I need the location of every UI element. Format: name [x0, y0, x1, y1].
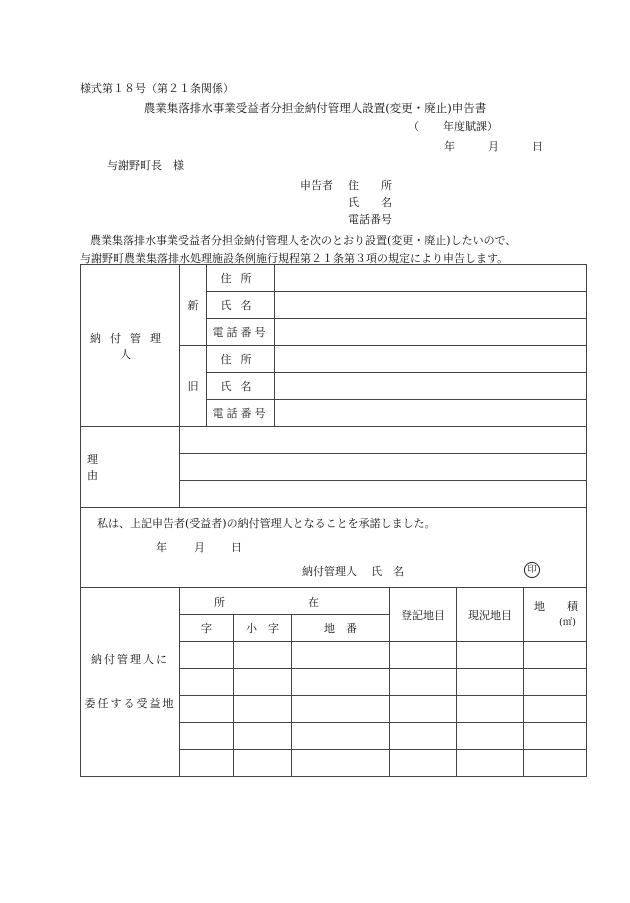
consent-name-label: 氏 名 — [371, 565, 404, 578]
applicant-address-label: 住 所 — [348, 179, 392, 192]
land-koaza-cell[interactable] — [234, 642, 292, 669]
applicant-block — [300, 177, 500, 227]
new-phone-field[interactable] — [275, 319, 587, 346]
area-unit: (㎡) — [559, 617, 576, 628]
aza-header: 字 — [180, 615, 234, 642]
manager-label: 納付管理人 — [81, 265, 180, 427]
land-koaza-cell[interactable] — [234, 750, 292, 777]
intro-line-1: 農業集落排水事業受益者分担金納付管理人を次のとおり設置(変更・廃止)したいので、 — [90, 234, 517, 247]
land-koaza-cell[interactable] — [234, 669, 292, 696]
chiban-header: 地 番 — [292, 615, 390, 642]
reason-line-2[interactable] — [180, 454, 587, 481]
land-label-line-2: 委任する受益地 — [84, 697, 176, 710]
reason-line-3[interactable] — [180, 481, 587, 508]
application-form-table — [80, 264, 587, 777]
land-koaza-cell[interactable] — [234, 696, 292, 723]
fiscal-open: （ — [408, 120, 419, 133]
land-registered-cell[interactable] — [390, 669, 457, 696]
new-address-field[interactable] — [275, 265, 587, 292]
applicant-phone-label: 電話番号 — [348, 213, 392, 226]
current-category-header: 現況地目 — [457, 588, 524, 642]
applicant-label: 申告者 — [300, 179, 333, 192]
application-date — [444, 138, 543, 154]
land-registered-cell[interactable] — [390, 750, 457, 777]
land-chiban-cell[interactable] — [292, 750, 390, 777]
new-label: 新 — [180, 265, 207, 346]
seal-icon: 印 — [524, 562, 540, 578]
land-registered-cell[interactable] — [390, 723, 457, 750]
new-address-label: 住所 — [207, 265, 275, 292]
new-phone-label: 電話番号 — [207, 319, 275, 346]
land-aza-cell[interactable] — [180, 723, 234, 750]
land-chiban-cell[interactable] — [292, 642, 390, 669]
consent-month: 月 — [194, 541, 205, 554]
form-number: 様式第１８号（第２１条関係） — [80, 82, 234, 95]
location-header — [180, 588, 390, 615]
land-current-cell[interactable] — [457, 669, 524, 696]
land-label-line-1: 納付管理人に — [91, 653, 169, 666]
area-header — [524, 588, 587, 642]
land-koaza-cell[interactable] — [234, 723, 292, 750]
land-area-cell[interactable] — [524, 723, 587, 750]
new-name-label: 氏名 — [207, 292, 275, 319]
land-area-cell[interactable] — [524, 642, 587, 669]
date-year: 年 — [444, 140, 455, 153]
consent-text: 私は、上記申告者(受益者)の納付管理人となることを承諾しました。 — [97, 517, 436, 530]
applicant-name-label: 氏 名 — [348, 196, 392, 209]
land-aza-cell[interactable] — [180, 696, 234, 723]
old-phone-label: 電話番号 — [207, 400, 275, 427]
location-label-1: 所 — [214, 596, 225, 609]
consent-section — [81, 508, 587, 588]
location-label-2: 在 — [308, 596, 319, 609]
old-label: 旧 — [180, 346, 207, 427]
old-address-label: 住所 — [207, 346, 275, 373]
land-registered-cell[interactable] — [390, 642, 457, 669]
land-chiban-cell[interactable] — [292, 669, 390, 696]
land-label — [81, 588, 180, 777]
addressee: 与謝野町長 様 — [107, 159, 184, 172]
date-day: 日 — [532, 140, 543, 153]
land-aza-cell[interactable] — [180, 669, 234, 696]
land-chiban-cell[interactable] — [292, 696, 390, 723]
consent-year: 年 — [156, 541, 167, 554]
area-label: 地 積 — [534, 600, 578, 613]
land-area-cell[interactable] — [524, 750, 587, 777]
land-area-cell[interactable] — [524, 669, 587, 696]
reason-line-1[interactable] — [180, 427, 587, 454]
koaza-header: 小 字 — [234, 615, 292, 642]
date-month: 月 — [488, 140, 499, 153]
old-name-field[interactable] — [275, 373, 587, 400]
land-area-cell[interactable] — [524, 696, 587, 723]
fiscal-text: 年度賦課） — [443, 120, 498, 133]
land-aza-cell[interactable] — [180, 750, 234, 777]
new-name-field[interactable] — [275, 292, 587, 319]
old-phone-field[interactable] — [275, 400, 587, 427]
reason-label: 理由 — [81, 427, 180, 508]
land-aza-cell[interactable] — [180, 642, 234, 669]
land-current-cell[interactable] — [457, 696, 524, 723]
land-current-cell[interactable] — [457, 723, 524, 750]
fiscal-year-line — [408, 118, 498, 134]
land-chiban-cell[interactable] — [292, 723, 390, 750]
old-address-field[interactable] — [275, 346, 587, 373]
land-current-cell[interactable] — [457, 642, 524, 669]
registered-category-header: 登記地目 — [390, 588, 457, 642]
old-name-label: 氏名 — [207, 373, 275, 400]
consent-day: 日 — [231, 541, 242, 554]
land-current-cell[interactable] — [457, 750, 524, 777]
intro-line-2: 与謝野町農業集落排水処理施設条例施行規程第２１条第３項の規定により申告します。 — [80, 252, 509, 265]
page-title: 農業集落排水事業受益者分担金納付管理人設置(変更・廃止)申告書 — [143, 101, 487, 115]
land-registered-cell[interactable] — [390, 696, 457, 723]
consent-manager-label: 納付管理人 — [302, 565, 357, 578]
